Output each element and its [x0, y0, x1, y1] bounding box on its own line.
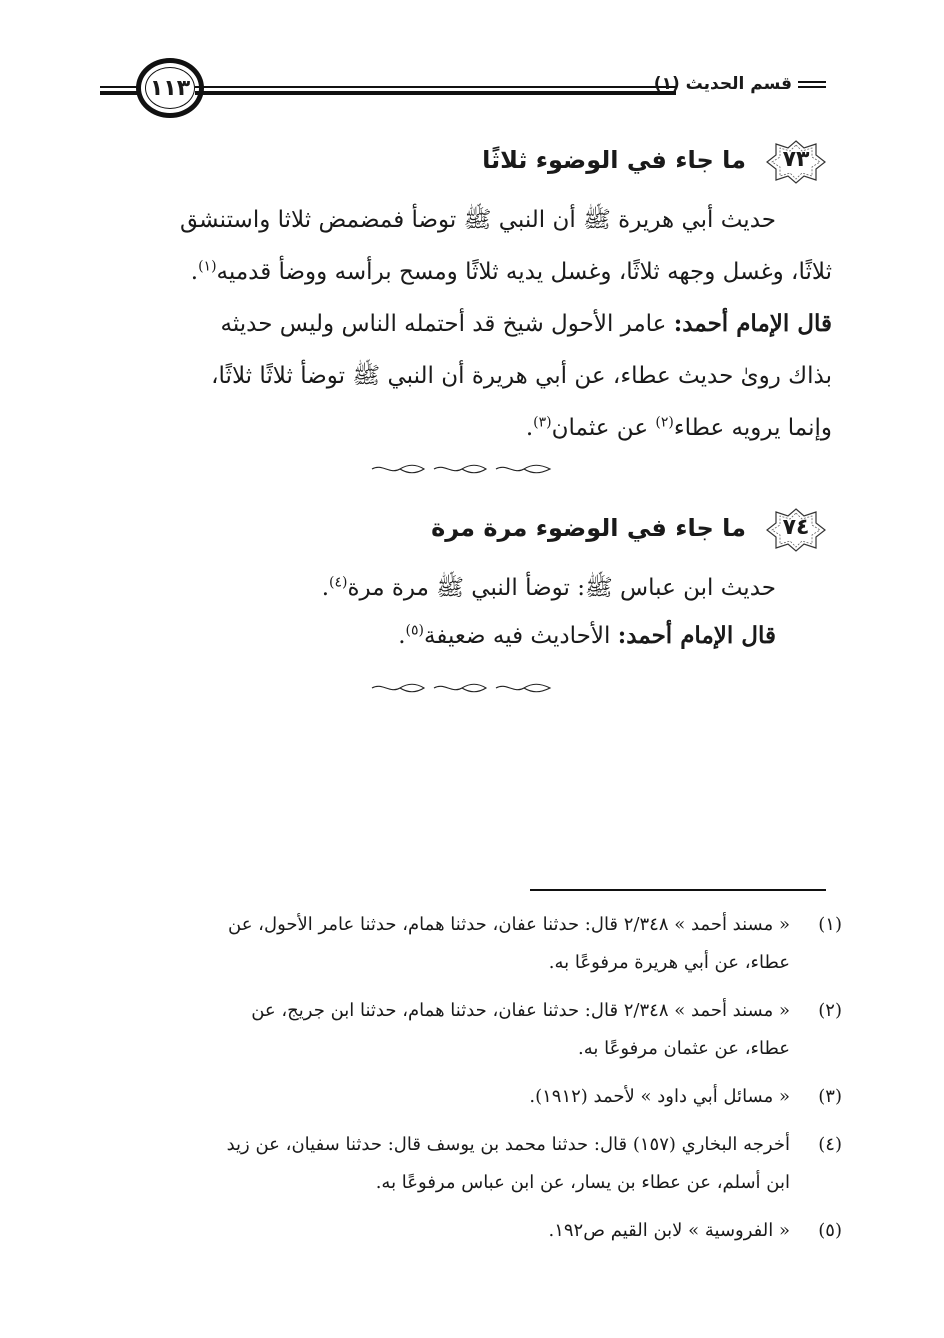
text-span: عن عثمان: [551, 415, 649, 441]
footnote-ref[interactable]: (٤): [329, 574, 348, 591]
running-title: [654, 74, 826, 94]
text-line: [191, 246, 832, 298]
end-dot: .: [321, 575, 329, 601]
text-line: [398, 610, 776, 662]
text-line: [220, 298, 832, 350]
text-span: الأحاديث فيه ضعيفة: [424, 623, 611, 649]
footnote-line: « مسائل أبي داود » لأحمد (١٩١٢).: [529, 1086, 790, 1107]
page-number-frame: [136, 58, 204, 118]
speaker-label: قال الإمام أحمد:: [617, 622, 776, 649]
footnote: [116, 906, 842, 982]
footnote-number: (٤): [818, 1134, 842, 1155]
footnote-line: ابن أسلم، عن عطاء بن يسار، عن ابن عباس مرفوعًا به.: [375, 1172, 790, 1193]
footnote-number: (٢): [818, 1000, 842, 1021]
speaker-label: قال الإمام أحمد:: [673, 310, 832, 337]
text-line: [322, 562, 776, 614]
ornament-divider-icon: [368, 680, 558, 696]
footnote-line: عطاء، عن عثمان مرفوعًا به.: [578, 1038, 790, 1059]
section-title: ما جاء في الوضوء مرة مرة: [431, 514, 746, 542]
footnote-line: « مسند أحمد » ٢/٣٤٨ قال: حدثنا عفان، حدثنا همام، حدثنا ابن جريج، عن: [251, 1000, 790, 1021]
footnote-line: أخرجه البخاري (١٥٧) قال: حدثنا محمد بن يوسف قال: حدثنا سفيان، عن زيد: [226, 1134, 790, 1155]
footnote: [116, 1212, 842, 1250]
text-span: حديث ابن عباس ﷺ: توضأ النبي ﷺ مرة مرة: [347, 575, 776, 601]
footnote-line: « الفروسية » لابن القيم ص١٩٢.: [548, 1220, 790, 1241]
header-rule: [195, 86, 676, 98]
text-line: بذاك روىٰ حديث عطاء، عن أبي هريرة أن النبي ﷺ توضأ ثلاثًا ثلاثًا،: [211, 363, 832, 389]
header-rule-left: [100, 86, 138, 98]
footnote-number: (١): [818, 914, 842, 935]
section-number: ٧٣: [782, 147, 810, 172]
footnote-separator: [530, 889, 826, 891]
footnote-ref[interactable]: (٢): [655, 414, 674, 431]
footnote: [116, 992, 842, 1068]
end-dot: .: [190, 259, 199, 285]
footnote: [116, 1126, 842, 1202]
end-dot: .: [525, 415, 534, 441]
text-line: حديث أبي هريرة ﷺ أن النبي ﷺ توضأ فمضمض ثلاثا واستنشق: [179, 207, 776, 233]
page-header: [100, 58, 826, 128]
section-badge-73: [766, 140, 826, 184]
section-title: ما جاء في الوضوء ثلاثًا: [482, 146, 746, 174]
footnote-ref[interactable]: (٣): [533, 414, 552, 431]
footnote-number: (٥): [818, 1220, 842, 1241]
running-title-text: قسم الحديث (١): [653, 74, 792, 94]
footnote-line: « مسند أحمد » ٢/٣٤٨ قال: حدثنا عفان، حدثنا همام، حدثنا عامر الأحول، عن: [228, 914, 790, 935]
ornament-divider-icon: [368, 461, 558, 477]
footnote: [116, 1078, 842, 1116]
text-span: وإنما يرويه عطاء: [673, 415, 832, 441]
text-span: عامر الأحول شيخ قد أحتمله الناس وليس حديثه: [220, 311, 667, 337]
footnote-number: (٣): [818, 1086, 842, 1107]
title-dash: [798, 78, 826, 91]
section-number: ٧٤: [782, 515, 810, 540]
footnote-ref[interactable]: (١): [198, 258, 217, 275]
footnote-line: عطاء، عن أبي هريرة مرفوعًا به.: [548, 952, 790, 973]
end-dot: .: [398, 623, 406, 649]
section-badge-74: [766, 508, 826, 552]
footnote-ref[interactable]: (٥): [405, 622, 425, 639]
text-line: [526, 402, 832, 454]
page-number: ١١٣: [149, 75, 191, 101]
text-span: ثلاثًا، وغسل وجهه ثلاثًا، وغسل يديه ثلاثًا ومسح برأسه ووضأ قدميه: [216, 259, 832, 285]
